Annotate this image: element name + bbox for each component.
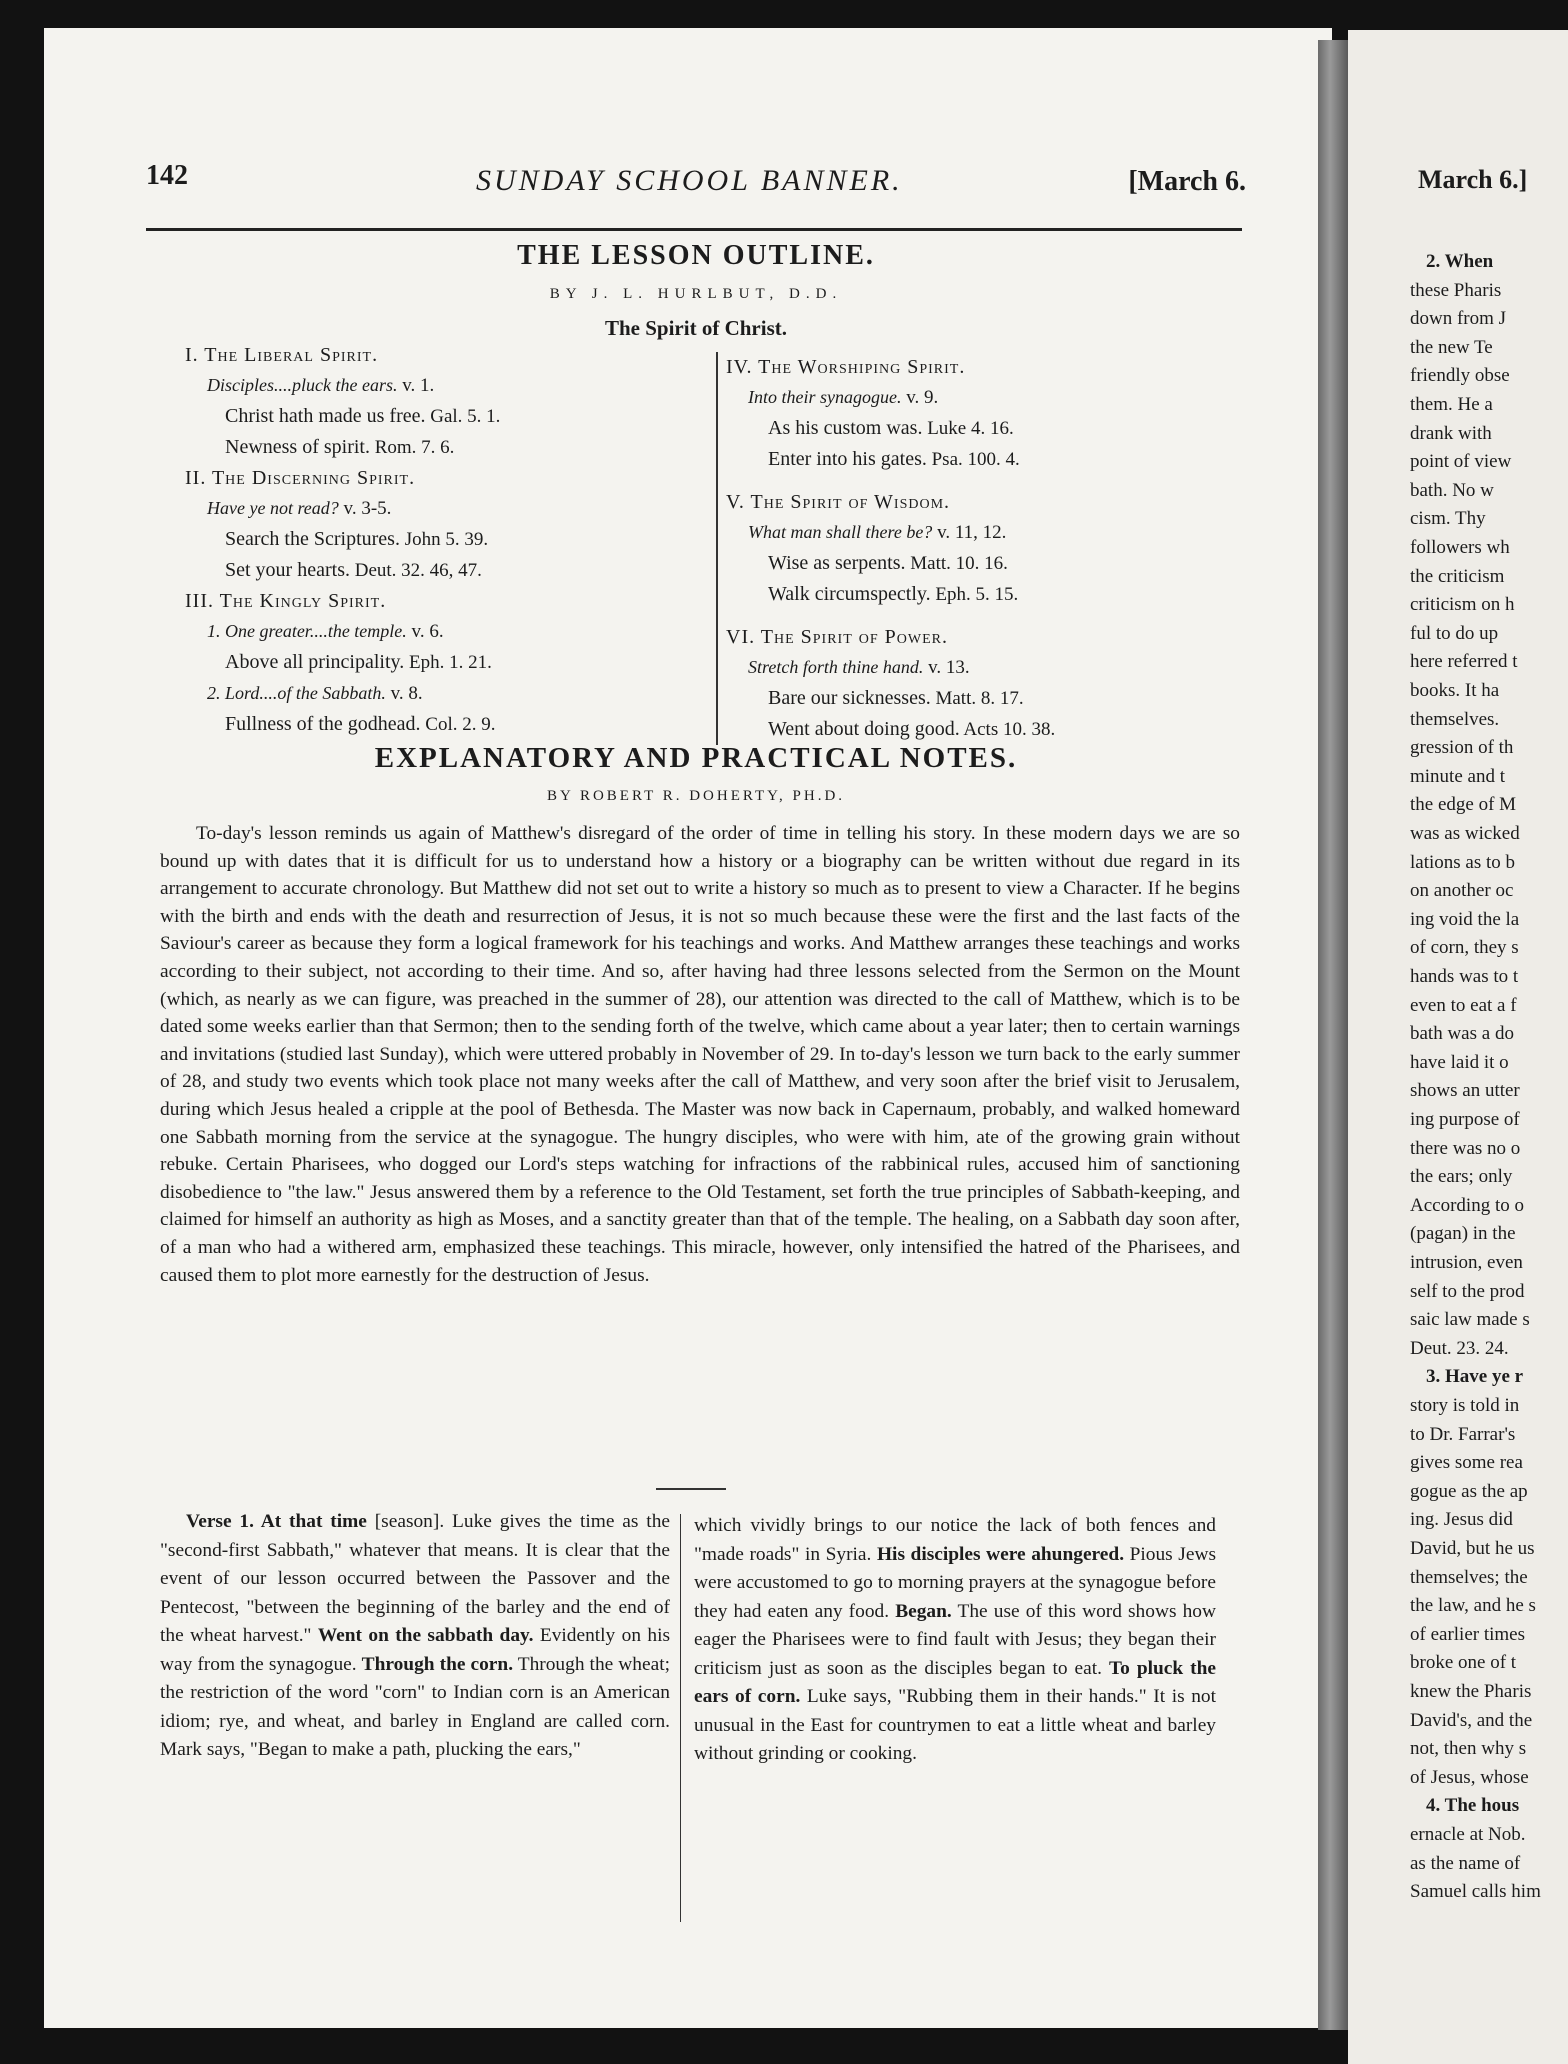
outline-text: What man shall there be? xyxy=(748,522,933,542)
outline-text: Stretch forth thine hand. xyxy=(748,657,924,677)
right-page-line: bath was a do xyxy=(1410,1023,1514,1045)
outline-heading xyxy=(726,487,1256,517)
outline-right-column xyxy=(716,352,1256,745)
right-page-line: saic law made s xyxy=(1410,1309,1530,1331)
commentary-text: Pious Jews were accustomed to go to morning prayers at the synagogue before they had eaten any food. xyxy=(694,1543,1216,1622)
outline-line xyxy=(185,555,705,586)
scripture-reference: Col. 2. 9. xyxy=(420,714,496,735)
outline-line xyxy=(185,370,705,401)
right-page-line: books. It ha xyxy=(1410,680,1500,701)
outline-text: Went about doing good. xyxy=(768,718,960,740)
outline-line xyxy=(185,616,705,647)
scripture-reference: Acts 10. 38. xyxy=(959,719,1056,740)
verse-keyword: Verse 1. At that time xyxy=(186,1511,367,1532)
right-page-line: gives some rea xyxy=(1410,1452,1523,1474)
right-page-line: there was no o xyxy=(1410,1137,1521,1159)
scripture-reference: Eph. 5. 15. xyxy=(930,584,1019,605)
outline-text: Enter into his gates. xyxy=(768,448,927,470)
page-number: 142 xyxy=(146,160,188,191)
right-page-line: According to o xyxy=(1410,1194,1524,1216)
outline-text: III. The Kingly Spirit. xyxy=(185,590,387,612)
outline-line xyxy=(726,517,1256,548)
right-page-fragment xyxy=(1348,30,1568,2064)
scripture-reference: v. 8. xyxy=(385,683,423,704)
outline-gap xyxy=(726,610,1256,622)
right-page-line: bath. No w xyxy=(1410,479,1494,501)
right-page-line: themselves. xyxy=(1410,708,1500,730)
right-page-header: March 6.] xyxy=(1418,165,1528,194)
right-page-line: the ears; only xyxy=(1410,1166,1513,1188)
right-page-line: ing void the la xyxy=(1410,908,1520,930)
right-page-line: on another oc xyxy=(1410,880,1514,902)
outline-line xyxy=(726,548,1256,579)
header-rule xyxy=(146,228,1242,231)
right-page-line: of Jesus, whose xyxy=(1410,1766,1529,1788)
commentary-text: The use of this word shows how eager the Pharisees were to find fault with Jesus; they began their criticism just as soon as the disciples began to eat. xyxy=(694,1600,1216,1679)
outline-author: BY J. L. HURLBUT, D.D. xyxy=(549,286,843,302)
right-page-line: 2. When xyxy=(1426,251,1494,272)
right-page-line: David, but he us xyxy=(1410,1538,1535,1559)
right-page-line: drank with xyxy=(1410,422,1492,444)
outline-line xyxy=(185,524,705,555)
outline-left-column xyxy=(185,340,705,740)
right-page-line: self to the prod xyxy=(1410,1280,1525,1302)
right-page-line: 4. The hous xyxy=(1426,1795,1520,1817)
outline-heading xyxy=(185,586,705,616)
right-page-line: even to eat a f xyxy=(1410,994,1517,1016)
right-page-line: hands was to t xyxy=(1410,966,1519,987)
outline-text: I. The Liberal Spirit. xyxy=(185,344,379,366)
outline-text: V. The Spirit of Wisdom. xyxy=(726,491,951,513)
right-page-line: (pagan) in the xyxy=(1410,1223,1516,1245)
commentary-text: Luke says, "Rubbing them in their hands." It is not unusual in the East for countrymen to eat a little wheat and barley without grinding or cooking. xyxy=(694,1686,1217,1764)
notes-author: BY ROBERT R. DOHERTY, PH.D. xyxy=(546,788,846,804)
right-page-line: of earlier times xyxy=(1410,1623,1526,1645)
right-page-line: the new Te xyxy=(1410,336,1493,358)
intro-paragraph: To-day's lesson reminds us again of Matthew's disregard of the order of time in telling his story. In these modern days we are so bound up with dates that it is difficult for us to understand how a history or a biography can be written without due regard in its arrangement to accurate chronology. But Matthew did not set out to write a history so much as to present to view a Character. If he begins with the birth and ends with the death and resurrection of Jesus, it is not so much because these were the first and the last facts of the Saviour's career as because they form a logical framework for his teachings and works. And Matthew arranges these teachings and works according to their subject, not according to their time. And so, after having had three lessons selected from the Sermon on the Mount (which, as nearly as we can figure, was preached in the summer of 28), our attention was directed to the call of Matthew, which is to be dated some weeks earlier than that Sermon; then to the sending forth of the twelve, which came about a year later; then to certain warnings and invitations (studied last Sunday), which were uttered probably in November of 29. In to-day's lesson we turn back to the early summer of 28, and study two events which took place not many weeks after the call of Matthew, and very soon after the brief visit to Jerusalem, during which Jesus healed a cripple at the pool of Bethesda. The Master was now back in Capernaum, probably, and walked homeward one Sabbath morning from the service at the synagogue. The hungry disciples, who were with him, ate of the growing grain without rebuke. Certain Pharisees, who dogged our Lord's steps watching for infractions of the rabbinical rules, accused him of sanctioning disobedience to "the law." Jesus answered them by a reference to the Old Testament, set forth the true principles of Sabbath-keeping, and claimed for himself an authority as high as Moses, and a sanctity greater than that of the temple. The healing, on a Sabbath day soon after, of a man who had a withered arm, emphasized these teachings. This miracle, however, only intensified the hatred of the Pharisees, and caused them to plot more earnestly for the destruction of Jesus. xyxy=(160,823,1240,1286)
outline-line xyxy=(185,647,705,678)
right-page-line: themselves; the xyxy=(1410,1566,1528,1588)
journal-title: SUNDAY SCHOOL BANNER. xyxy=(476,164,903,197)
outline-line xyxy=(185,678,705,709)
scripture-reference: John 5. 39. xyxy=(399,529,489,550)
issue-date: [March 6. xyxy=(1128,166,1246,197)
outline-text: Into their synagogue. xyxy=(748,387,902,407)
outline-line xyxy=(185,493,705,524)
outline-heading xyxy=(726,622,1256,652)
right-page-line: David's, and the xyxy=(1410,1709,1533,1731)
right-page-line: down from J xyxy=(1410,308,1507,330)
right-page-line: ing purpose of xyxy=(1410,1109,1520,1130)
commentary-text: [season]. Luke gives the time as the "second-first Sabbath," whatever that means. It is clear that the event of our lesson occurred between the Passover and the Pentecost, "between the beginning of the barley and the end of the wheat harvest." xyxy=(160,1511,670,1646)
outline-line xyxy=(726,683,1256,714)
scripture-reference: Matt. 8. 17. xyxy=(930,688,1024,709)
right-page-line: Deut. 23. 24. xyxy=(1410,1337,1509,1359)
right-page-line: of corn, they s xyxy=(1410,937,1519,959)
outline-line xyxy=(726,652,1256,683)
right-page-line: ing. Jesus did xyxy=(1410,1509,1513,1531)
outline-line xyxy=(726,579,1256,610)
column-rule xyxy=(680,1514,681,1922)
right-page-line: these Pharis xyxy=(1410,279,1502,301)
outline-line xyxy=(726,382,1256,413)
outline-text: Set your hearts. xyxy=(225,559,350,581)
right-page-line: the law, and he s xyxy=(1410,1595,1536,1617)
scripture-reference: Luke 4. 16. xyxy=(922,418,1014,439)
right-page-line: ernacle at Nob. xyxy=(1410,1824,1526,1845)
right-page-line: story is told in xyxy=(1410,1395,1520,1416)
outline-line xyxy=(185,709,705,740)
outline-text: Disciples....pluck the ears. xyxy=(207,375,398,395)
right-page-line: minute and t xyxy=(1410,765,1505,787)
right-page-line: lations as to b xyxy=(1410,851,1516,873)
scripture-reference: Deut. 32. 46, 47. xyxy=(349,560,482,581)
notes-title: EXPLANATORY AND PRACTICAL NOTES. xyxy=(374,742,1018,774)
right-page-line: not, then why s xyxy=(1410,1738,1527,1760)
outline-text: 1. One greater....the temple. xyxy=(207,621,407,641)
outline-text: Search the Scriptures. xyxy=(225,528,400,550)
right-page-line: here referred t xyxy=(1410,651,1518,673)
scripture-reference: Eph. 1. 21. xyxy=(404,652,492,673)
outline-line xyxy=(726,444,1256,475)
scripture-reference: v. 13. xyxy=(923,657,970,678)
commentary-column-1 xyxy=(160,1508,670,1765)
outline-line xyxy=(726,714,1256,745)
outline-text: Bare our sicknesses. xyxy=(768,687,931,709)
right-page-line: intrusion, even xyxy=(1410,1252,1523,1273)
scripture-reference: Matt. 10. 16. xyxy=(905,553,1008,574)
scripture-reference: Gal. 5. 1. xyxy=(425,406,501,427)
right-page-line: Samuel calls him xyxy=(1410,1881,1541,1903)
right-page-line: gogue as the ap xyxy=(1410,1480,1528,1502)
verse-keyword: Began. xyxy=(895,1600,952,1622)
scripture-reference: Psa. 100. 4. xyxy=(926,449,1020,470)
right-page-line: as the name of xyxy=(1410,1852,1521,1874)
right-page-line: shows an utter xyxy=(1410,1080,1520,1102)
right-page-line: them. He a xyxy=(1410,394,1493,415)
outline-gap xyxy=(726,475,1256,487)
outline-text: Have ye not read? xyxy=(207,498,339,518)
running-header xyxy=(146,160,1246,220)
scripture-reference: v. 3-5. xyxy=(338,498,392,519)
outline-text: Walk circumspectly. xyxy=(768,583,931,605)
outline-text: Fullness of the godhead. xyxy=(225,713,421,735)
outline-text: II. The Discerning Spirit. xyxy=(185,467,416,489)
right-page-line: criticism on h xyxy=(1410,594,1515,616)
verse-keyword: Went on the sabbath day. xyxy=(317,1625,534,1646)
scripture-reference: v. 11, 12. xyxy=(932,522,1007,543)
outline-text: IV. The Worshiping Spirit. xyxy=(726,356,966,378)
outline-text: As his custom was. xyxy=(768,417,923,439)
right-page-line: have laid it o xyxy=(1410,1051,1509,1073)
scripture-reference: v. 6. xyxy=(406,621,444,642)
outline-title: THE LESSON OUTLINE. xyxy=(517,240,875,271)
scripture-reference: Rom. 7. 6. xyxy=(369,437,455,458)
right-page-line: point of view xyxy=(1410,451,1512,473)
commentary-text: which vividly brings to our notice the lack of both fences and "made roads" in Syria. xyxy=(694,1515,1216,1565)
right-page-line: gression of th xyxy=(1410,737,1514,759)
right-page-line: 3. Have ye r xyxy=(1426,1366,1524,1388)
outline-text: Christ hath made us free. xyxy=(225,405,426,427)
outline-subtitle: The Spirit of Christ. xyxy=(604,316,787,340)
commentary-text: Through the wheat; the restriction of the word "corn" to Indian corn is an American idiom; rye, and wheat, and barley in England are called corn. Mark says, "Began to make a path, plucking the ears," xyxy=(160,1653,670,1760)
outline-text: 2. Lord....of the Sabbath. xyxy=(207,683,386,703)
section-divider xyxy=(656,1488,726,1490)
right-page-line: the criticism xyxy=(1410,565,1505,587)
outline-line xyxy=(726,413,1256,444)
outline-line xyxy=(185,401,705,432)
outline-heading xyxy=(185,463,705,493)
commentary-text: Evidently on his way from the synagogue. xyxy=(160,1625,670,1675)
right-page-line: to Dr. Farrar's xyxy=(1410,1423,1516,1445)
right-page-line: knew the Pharis xyxy=(1410,1681,1532,1702)
right-page-line: followers wh xyxy=(1410,537,1510,558)
verse-keyword: To pluck the ears of corn. xyxy=(694,1657,1216,1707)
right-page-line: friendly obse xyxy=(1410,365,1510,387)
right-page-line: cism. Thy xyxy=(1410,508,1486,530)
outline-heading xyxy=(185,340,705,370)
outline-text: Newness of spirit. xyxy=(225,436,370,458)
outline-heading xyxy=(726,352,1256,382)
outline-text: VI. The Spirit of Power. xyxy=(726,626,948,648)
commentary-column-2 xyxy=(694,1512,1216,1769)
right-page-line: the edge of M xyxy=(1410,794,1517,816)
scripture-reference: v. 9. xyxy=(901,387,939,408)
right-page-line: broke one of t xyxy=(1410,1652,1517,1674)
outline-line xyxy=(185,432,705,463)
verse-keyword: His disciples were ahungered. xyxy=(876,1543,1125,1565)
outline-text: Above all principality. xyxy=(225,651,405,673)
scripture-reference: v. 1. xyxy=(397,375,435,396)
right-page-line: ful to do up xyxy=(1410,622,1499,644)
page-gutter xyxy=(1318,40,1348,2030)
outline-text: Wise as serpents. xyxy=(768,552,906,574)
right-page-line: was as wicked xyxy=(1410,823,1520,844)
verse-keyword: Through the corn. xyxy=(361,1653,514,1675)
